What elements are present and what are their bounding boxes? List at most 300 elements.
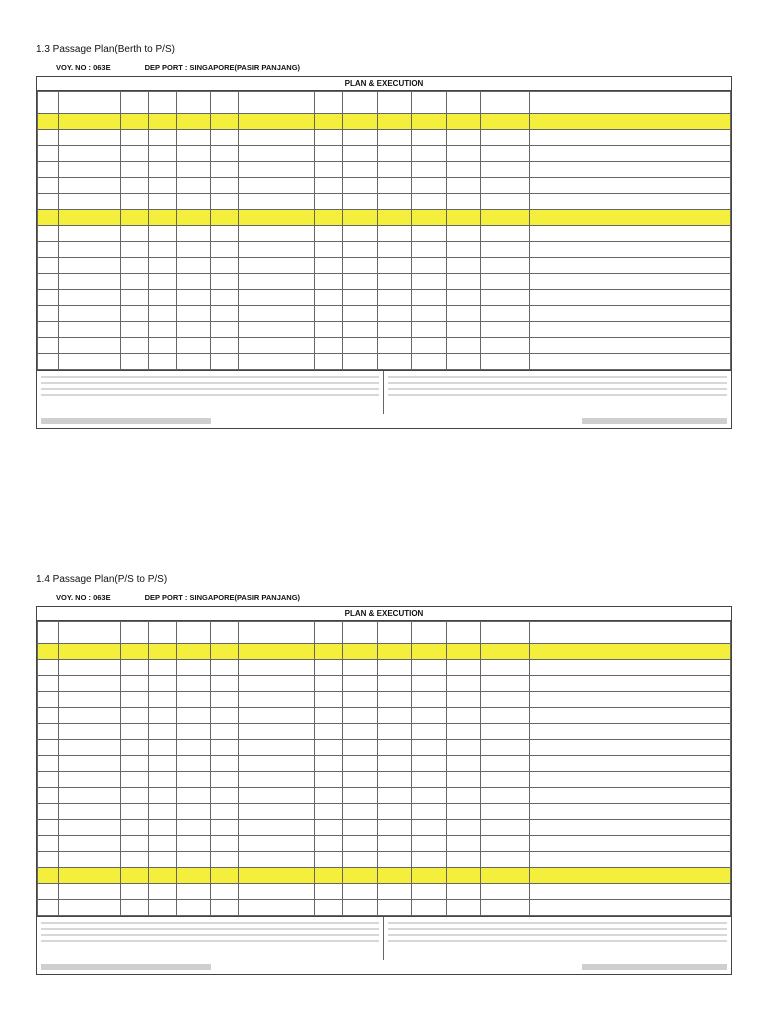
table-cell	[481, 338, 530, 354]
table-cell	[211, 322, 239, 338]
section-title: 1.4 Passage Plan(P/S to P/S)	[36, 574, 168, 585]
table-cell	[412, 868, 447, 884]
table-cell	[211, 242, 239, 258]
footer-left-mark	[41, 418, 211, 424]
table-cell	[121, 756, 149, 772]
table-cell	[342, 322, 377, 338]
table-cell	[342, 804, 377, 820]
table-cell	[377, 354, 412, 370]
table-cell	[238, 242, 314, 258]
table-cell	[148, 868, 176, 884]
table-cell	[446, 322, 481, 338]
table-cell	[315, 242, 343, 258]
table-cell	[38, 242, 59, 258]
table-cell	[481, 644, 530, 660]
table-cell	[176, 210, 211, 226]
table-cell	[446, 354, 481, 370]
table-cell	[481, 146, 530, 162]
table-cell	[481, 162, 530, 178]
table-cell	[377, 258, 412, 274]
table-cell	[148, 900, 176, 916]
table-cell	[315, 162, 343, 178]
table-row	[38, 306, 731, 322]
table-cell	[529, 884, 730, 900]
table-cell	[481, 114, 530, 130]
note-line	[388, 940, 727, 942]
header-cell	[148, 622, 176, 644]
table-cell	[315, 290, 343, 306]
table-row	[38, 146, 731, 162]
table-cell	[38, 756, 59, 772]
table-cell	[342, 868, 377, 884]
table-cell	[377, 660, 412, 676]
table-cell	[481, 306, 530, 322]
left-note-lines	[41, 376, 379, 396]
header-row	[38, 622, 731, 644]
table-cell	[58, 724, 120, 740]
table-cell	[529, 836, 730, 852]
table-cell	[38, 900, 59, 916]
table-cell	[238, 676, 314, 692]
table-cell	[377, 820, 412, 836]
table-cell	[38, 162, 59, 178]
table-cell	[211, 226, 239, 242]
table-cell	[377, 178, 412, 194]
table-cell	[412, 740, 447, 756]
table-cell	[148, 644, 176, 660]
table-cell	[58, 868, 120, 884]
table-cell	[377, 194, 412, 210]
table-cell	[377, 306, 412, 322]
table-cell	[148, 162, 176, 178]
table-cell	[58, 676, 120, 692]
table-cell	[446, 756, 481, 772]
table-row	[38, 178, 731, 194]
table-cell	[238, 226, 314, 242]
table-cell	[412, 146, 447, 162]
table-cell	[148, 210, 176, 226]
table-cell	[121, 660, 149, 676]
table-cell	[148, 306, 176, 322]
table-cell	[342, 692, 377, 708]
table-cell	[211, 676, 239, 692]
table-cell	[315, 820, 343, 836]
table-cell	[38, 354, 59, 370]
table-cell	[58, 644, 120, 660]
table-cell	[377, 692, 412, 708]
table-cell	[211, 258, 239, 274]
table-cell	[446, 226, 481, 242]
table-cell	[481, 242, 530, 258]
table-cell	[238, 740, 314, 756]
header-cell	[38, 622, 59, 644]
table-cell	[238, 258, 314, 274]
table-cell	[38, 884, 59, 900]
table-cell	[529, 258, 730, 274]
table-cell	[315, 226, 343, 242]
table-cell	[38, 114, 59, 130]
table-cell	[412, 804, 447, 820]
table-cell	[176, 290, 211, 306]
table-cell	[412, 788, 447, 804]
note-line	[388, 922, 727, 924]
table-cell	[148, 114, 176, 130]
table-cell	[121, 788, 149, 804]
table-cell	[446, 724, 481, 740]
table-cell	[238, 194, 314, 210]
table-cell	[412, 644, 447, 660]
table-cell	[121, 820, 149, 836]
table-cell	[121, 226, 149, 242]
table-cell	[412, 884, 447, 900]
table-cell	[176, 258, 211, 274]
table-cell	[481, 804, 530, 820]
table-cell	[148, 692, 176, 708]
table-cell	[211, 338, 239, 354]
table-cell	[377, 644, 412, 660]
table-cell	[121, 194, 149, 210]
table-cell	[481, 354, 530, 370]
table-cell	[446, 194, 481, 210]
table-cell	[238, 868, 314, 884]
table-cell	[211, 820, 239, 836]
table-cell	[211, 772, 239, 788]
table-cell	[211, 708, 239, 724]
table-cell	[342, 676, 377, 692]
table-cell	[529, 162, 730, 178]
passage-plan-table	[37, 621, 731, 916]
table-cell	[529, 194, 730, 210]
table-row	[38, 114, 731, 130]
footer-left-mark	[41, 964, 211, 970]
table-cell	[38, 660, 59, 676]
table-cell	[121, 258, 149, 274]
table-cell	[176, 644, 211, 660]
table-cell	[315, 740, 343, 756]
table-cell	[148, 804, 176, 820]
header-cell	[315, 622, 343, 644]
left-note-lines	[41, 922, 379, 942]
table-cell	[481, 900, 530, 916]
table-cell	[176, 338, 211, 354]
table-cell	[176, 692, 211, 708]
table-cell	[529, 788, 730, 804]
plan-title: PLAN & EXECUTION	[37, 607, 731, 621]
table-cell	[342, 178, 377, 194]
table-row	[38, 900, 731, 916]
table-cell	[377, 274, 412, 290]
table-cell	[315, 884, 343, 900]
table-cell	[176, 660, 211, 676]
table-cell	[315, 836, 343, 852]
table-row	[38, 692, 731, 708]
table-cell	[412, 242, 447, 258]
note-line	[388, 928, 727, 930]
table-cell	[412, 820, 447, 836]
header-cell	[342, 622, 377, 644]
table-cell	[529, 644, 730, 660]
table-cell	[58, 354, 120, 370]
table-cell	[211, 130, 239, 146]
table-cell	[211, 756, 239, 772]
table-cell	[315, 338, 343, 354]
table-row	[38, 322, 731, 338]
table-cell	[377, 740, 412, 756]
table-cell	[377, 130, 412, 146]
table-cell	[481, 724, 530, 740]
table-cell	[315, 258, 343, 274]
table-cell	[412, 692, 447, 708]
table-cell	[176, 226, 211, 242]
table-cell	[377, 804, 412, 820]
table-cell	[38, 226, 59, 242]
table-cell	[315, 178, 343, 194]
table-cell	[211, 788, 239, 804]
table-cell	[481, 692, 530, 708]
table-cell	[481, 756, 530, 772]
table-cell	[38, 274, 59, 290]
table-cell	[58, 130, 120, 146]
footer-line	[37, 414, 731, 428]
table-row	[38, 130, 731, 146]
table-cell	[121, 692, 149, 708]
header-cell	[446, 92, 481, 114]
table-cell	[315, 114, 343, 130]
note-line	[41, 394, 379, 396]
note-line	[388, 934, 727, 936]
table-cell	[121, 884, 149, 900]
table-cell	[529, 226, 730, 242]
table-cell	[377, 210, 412, 226]
table-cell	[176, 820, 211, 836]
table-cell	[238, 836, 314, 852]
table-cell	[176, 178, 211, 194]
table-cell	[238, 354, 314, 370]
table-cell	[529, 306, 730, 322]
table-cell	[481, 290, 530, 306]
header-cell	[176, 622, 211, 644]
table-cell	[121, 146, 149, 162]
table-cell	[446, 210, 481, 226]
table-cell	[446, 676, 481, 692]
table-cell	[121, 306, 149, 322]
note-line	[388, 376, 727, 378]
table-row	[38, 354, 731, 370]
header-cell	[412, 622, 447, 644]
table-cell	[412, 178, 447, 194]
table-cell	[238, 884, 314, 900]
notes-area	[37, 370, 731, 414]
table-cell	[121, 804, 149, 820]
table-cell	[481, 258, 530, 274]
table-cell	[38, 306, 59, 322]
note-line	[41, 922, 379, 924]
table-cell	[529, 692, 730, 708]
table-cell	[176, 146, 211, 162]
table-cell	[58, 788, 120, 804]
table-cell	[342, 756, 377, 772]
table-cell	[446, 146, 481, 162]
table-row	[38, 884, 731, 900]
table-cell	[529, 820, 730, 836]
table-row	[38, 226, 731, 242]
table-cell	[481, 836, 530, 852]
table-cell	[121, 290, 149, 306]
header-cell	[238, 622, 314, 644]
table-cell	[481, 322, 530, 338]
header-cell	[148, 92, 176, 114]
table-cell	[58, 772, 120, 788]
table-cell	[148, 338, 176, 354]
header-cell	[342, 92, 377, 114]
table-cell	[315, 322, 343, 338]
header-cell	[211, 622, 239, 644]
table-cell	[148, 708, 176, 724]
table-cell	[148, 852, 176, 868]
table-cell	[211, 852, 239, 868]
table-cell	[211, 210, 239, 226]
table-cell	[58, 836, 120, 852]
table-cell	[342, 306, 377, 322]
table-cell	[148, 772, 176, 788]
table-cell	[481, 130, 530, 146]
table-cell	[529, 708, 730, 724]
table-cell	[38, 804, 59, 820]
table-cell	[38, 772, 59, 788]
table-cell	[446, 660, 481, 676]
table-cell	[377, 708, 412, 724]
note-line	[41, 934, 379, 936]
table-cell	[176, 756, 211, 772]
table-cell	[377, 242, 412, 258]
table-cell	[342, 724, 377, 740]
table-cell	[481, 852, 530, 868]
table-cell	[211, 146, 239, 162]
table-cell	[529, 322, 730, 338]
table-cell	[238, 708, 314, 724]
table-cell	[529, 114, 730, 130]
table-cell	[38, 724, 59, 740]
table-cell	[412, 194, 447, 210]
table-cell	[211, 884, 239, 900]
note-line	[388, 388, 727, 390]
table-cell	[58, 820, 120, 836]
table-cell	[377, 772, 412, 788]
plan-table-container	[36, 606, 732, 975]
plan-table-container	[36, 76, 732, 429]
table-cell	[58, 258, 120, 274]
table-cell	[481, 676, 530, 692]
table-cell	[446, 804, 481, 820]
table-cell	[342, 820, 377, 836]
note-line	[41, 928, 379, 930]
table-cell	[315, 354, 343, 370]
header-cell	[211, 92, 239, 114]
table-cell	[377, 836, 412, 852]
note-line	[388, 394, 727, 396]
table-cell	[529, 660, 730, 676]
table-row	[38, 644, 731, 660]
table-cell	[211, 178, 239, 194]
table-cell	[58, 210, 120, 226]
table-cell	[58, 756, 120, 772]
table-cell	[121, 772, 149, 788]
table-cell	[529, 724, 730, 740]
table-cell	[58, 660, 120, 676]
table-cell	[148, 756, 176, 772]
right-note-block	[384, 371, 731, 414]
note-line	[41, 388, 379, 390]
table-row	[38, 708, 731, 724]
table-cell	[446, 708, 481, 724]
table-cell	[121, 676, 149, 692]
table-cell	[342, 114, 377, 130]
table-cell	[446, 644, 481, 660]
voyage-header	[56, 63, 732, 72]
table-cell	[342, 852, 377, 868]
table-cell	[58, 242, 120, 258]
table-cell	[481, 868, 530, 884]
table-cell	[529, 290, 730, 306]
section-title: 1.3 Passage Plan(Berth to P/S)	[36, 44, 175, 55]
table-cell	[342, 708, 377, 724]
table-cell	[58, 146, 120, 162]
table-cell	[342, 338, 377, 354]
header-cell	[121, 92, 149, 114]
table-cell	[446, 290, 481, 306]
table-cell	[176, 354, 211, 370]
header-cell	[58, 92, 120, 114]
table-cell	[121, 900, 149, 916]
note-line	[41, 382, 379, 384]
table-cell	[58, 900, 120, 916]
table-cell	[446, 242, 481, 258]
header-cell	[481, 622, 530, 644]
table-cell	[446, 178, 481, 194]
table-cell	[148, 130, 176, 146]
note-line	[41, 376, 379, 378]
table-cell	[176, 740, 211, 756]
table-cell	[176, 306, 211, 322]
table-cell	[58, 178, 120, 194]
table-cell	[58, 708, 120, 724]
table-cell	[377, 162, 412, 178]
table-cell	[481, 210, 530, 226]
voyage-number: VOY. NO : 063E	[56, 63, 111, 72]
table-cell	[342, 242, 377, 258]
table-cell	[529, 804, 730, 820]
table-cell	[238, 338, 314, 354]
table-cell	[58, 114, 120, 130]
table-cell	[342, 884, 377, 900]
table-cell	[38, 338, 59, 354]
table-cell	[238, 290, 314, 306]
table-cell	[58, 322, 120, 338]
table-cell	[481, 788, 530, 804]
table-cell	[412, 274, 447, 290]
table-cell	[446, 884, 481, 900]
table-cell	[38, 836, 59, 852]
table-cell	[211, 306, 239, 322]
table-cell	[446, 306, 481, 322]
table-cell	[38, 852, 59, 868]
header-cell	[412, 92, 447, 114]
table-cell	[176, 900, 211, 916]
table-cell	[38, 820, 59, 836]
table-cell	[211, 354, 239, 370]
table-cell	[176, 852, 211, 868]
table-cell	[315, 692, 343, 708]
